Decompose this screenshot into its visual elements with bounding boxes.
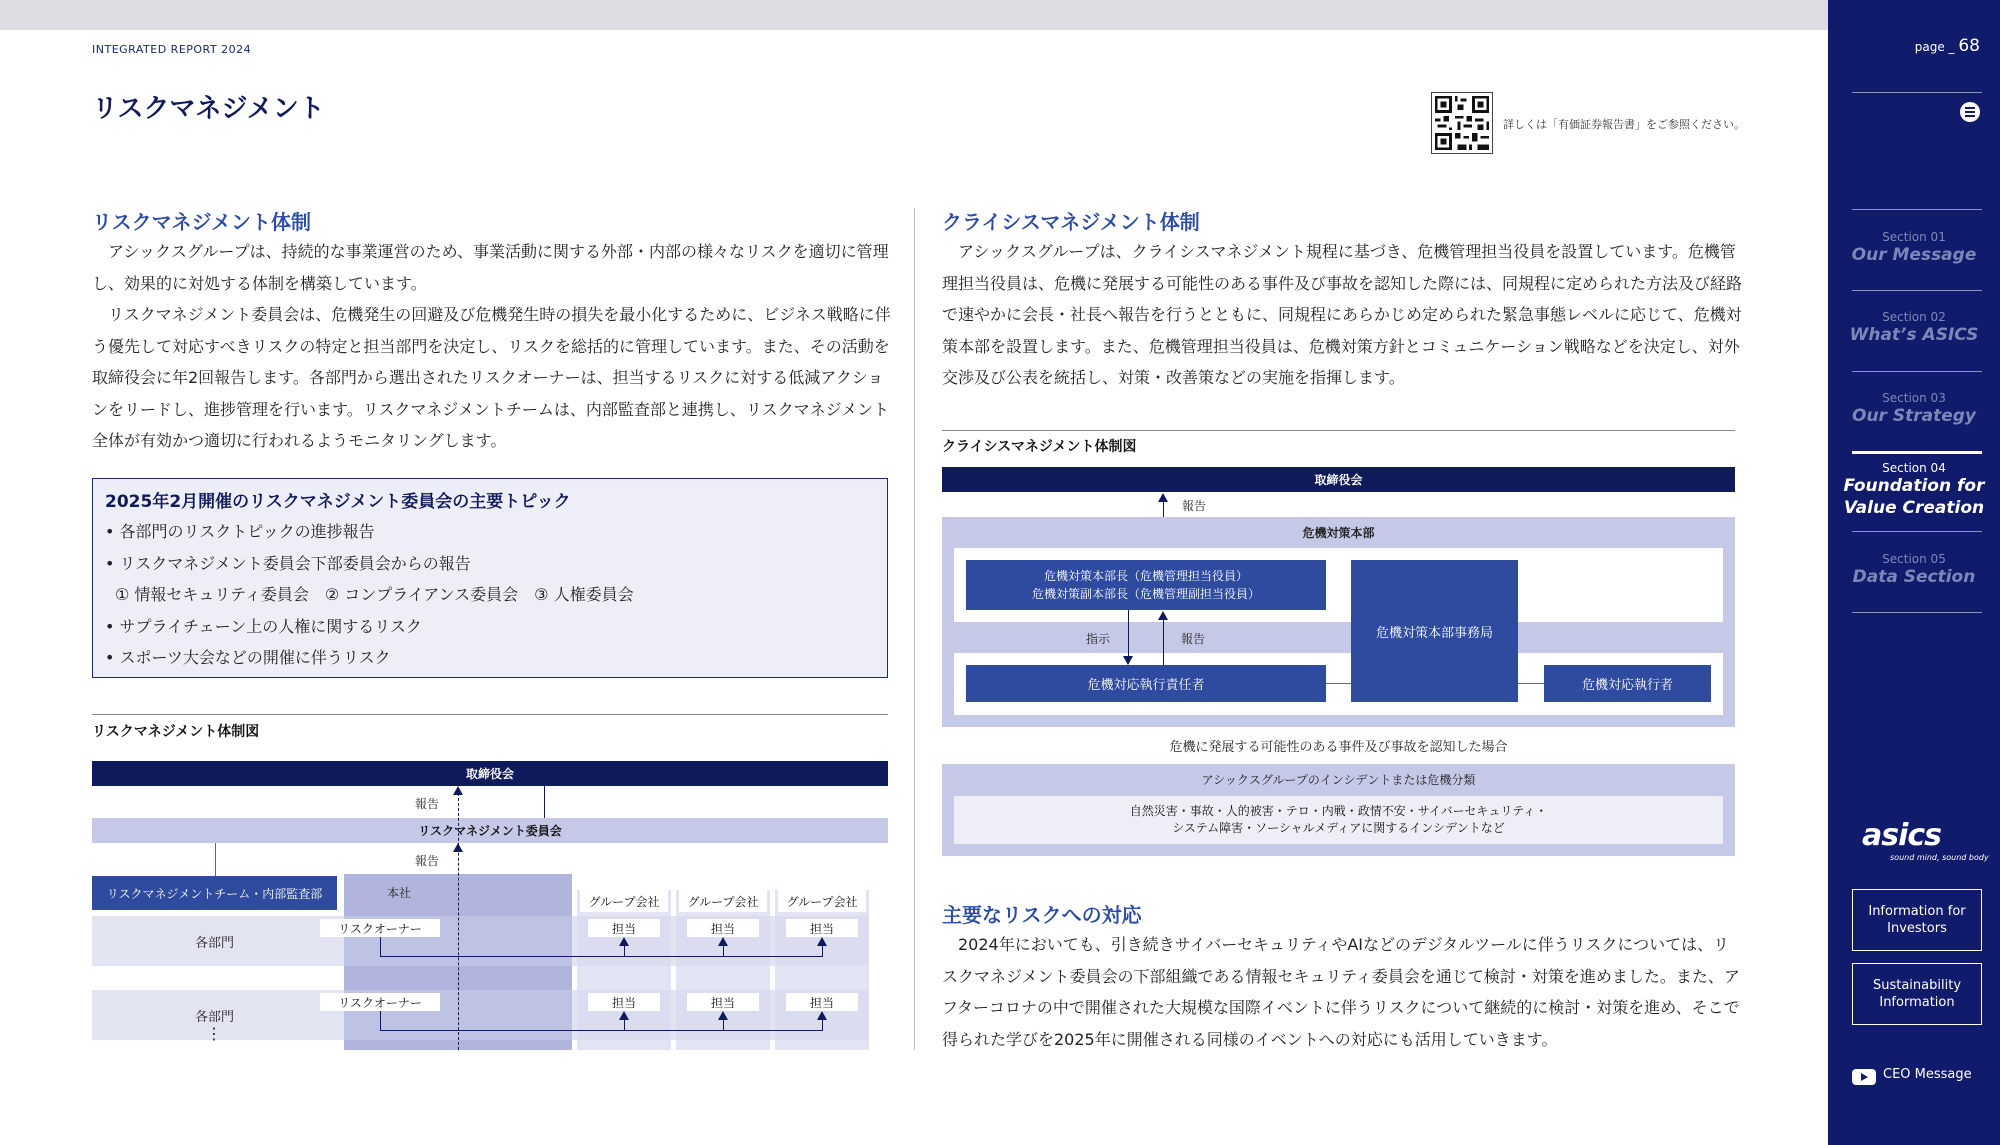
sidebar-section-05[interactable]	[1828, 552, 2000, 588]
crisis-office: 危機対策本部事務局	[1351, 560, 1518, 702]
diagram-group-2: グループ会社	[679, 890, 767, 912]
crisis-report: 報告	[1182, 499, 1207, 513]
section-number: Section 03	[1882, 391, 1946, 405]
arrow-up-icon	[1158, 493, 1168, 502]
arrow-up-icon	[619, 937, 629, 946]
topic-box	[92, 478, 888, 678]
diagram-line	[1518, 683, 1544, 684]
page-number	[1915, 36, 1980, 56]
diagram-line	[380, 956, 823, 957]
menu-icon[interactable]	[1960, 102, 1980, 122]
sidebar-section-04[interactable]	[1828, 461, 2000, 519]
crisis-instruct: 指示	[1086, 632, 1111, 646]
arrow-up-icon	[718, 937, 728, 946]
diagram-line	[380, 1011, 381, 1031]
topic-item: • 各部門のリスクトピックの進捗報告	[105, 522, 375, 541]
arrow-up-icon	[453, 843, 463, 852]
risk-para-2: リスクマネジメント委員会は、危機発生の回避及び危機発生時の損失を最小化するために、ビジネス戦略に伴う優先して対応すべきリスクの特定と担当部門を決定し、リスクを総括的に管理しています。また、その活動を取締役会に年2回報告します。各部門から選出されたリスクオーナーは、担当するリスクに対する低減アクションをリードし、進捗管理を行います。リスクマネジメントチームは、内部監査部と連携し、リスクマネジメント全体が有効かつ適切に行われるようモニタリングします。	[92, 305, 891, 450]
crisis-chief	[966, 560, 1326, 610]
major-risk-heading: 主要なリスクへの対応	[942, 903, 1142, 927]
crisis-trigger: 危機に発展する可能性のある事件及び事故を認知した場合	[1169, 739, 1508, 755]
diagram-tanto: 担当	[786, 919, 858, 937]
crisis-exec: 危機対応執行者	[1544, 665, 1711, 702]
page-prefix: page _	[1914, 40, 1955, 54]
sidebar-section-01[interactable]	[1828, 230, 2000, 266]
section-number: Section 05	[1882, 552, 1946, 566]
crisis-report-2: 報告	[1181, 632, 1206, 646]
diagram-tanto: 担当	[687, 919, 759, 937]
section-name: Data Section	[1852, 567, 1976, 587]
page-number-value: 68	[1958, 36, 1980, 56]
diagram-board: 取締役会	[92, 761, 888, 786]
diagram-dept-1: 各部門	[194, 935, 234, 951]
crisis-chief-line-2: 危機対策副本部長（危機管理副担当役員）	[1031, 587, 1260, 601]
sidebar-rule	[1852, 209, 1982, 210]
diagram-report-2: 報告	[415, 854, 440, 868]
sustainability-button[interactable]: Sustainability Information	[1852, 963, 1982, 1025]
arrow-up-icon	[453, 786, 463, 795]
page-title: リスクマネジメント	[92, 94, 325, 124]
arrow-up-icon	[817, 1011, 827, 1020]
diagram-committee: リスクマネジメント委員会	[92, 818, 888, 843]
crisis-diagram-title: クライシスマネジメント体制図	[942, 439, 1137, 455]
diagram-tanto: 担当	[588, 993, 660, 1011]
diagram-line	[380, 937, 381, 957]
diagram-line	[1163, 618, 1164, 665]
diagram-owner-1: リスクオーナー	[320, 919, 440, 937]
sidebar-section-03[interactable]	[1828, 391, 2000, 427]
diagram-owner-2: リスクオーナー	[320, 993, 440, 1011]
crisis-examples	[954, 796, 1723, 844]
column-separator	[914, 208, 915, 1050]
section-name: Our Message	[1851, 245, 1977, 265]
crisis-examples-line-2: システム障害・ソーシャルメディアに関するインシデントなど	[1172, 821, 1505, 835]
sidebar-rule	[1852, 290, 1982, 291]
arrow-down-icon	[1123, 656, 1133, 665]
play-video-icon[interactable]	[1852, 1069, 1876, 1085]
topic-item: • リスクマネジメント委員会下部委員会からの報告	[105, 553, 471, 573]
diagram-group-1: グループ会社	[580, 890, 668, 912]
major-risk-para: 2024年においても、引き続きサイバーセキュリティやAIなどのデジタルツールに伴うリスクについては、リスクマネジメント委員会の下部組織である情報セキュリティ委員会を通じて検討・対策を進めました。また、アフターコロナの中で開催された大規模な国際イベントに伴うリスクについて継続的に検討・対策を進め、そこで得られた学びを2025年に開催される同様のイベントへの対応にも活用していきます。	[942, 935, 1740, 1049]
arrow-up-icon	[1158, 611, 1168, 620]
crisis-hq-label: 危機対策本部	[1302, 525, 1375, 540]
topic-item: • サプライチェーン上の人権に関するリスク	[105, 616, 422, 636]
crisis-classify: アシックスグループのインシデントまたは危機分類	[1201, 772, 1476, 787]
section-number: Section 01	[1882, 230, 1946, 244]
risk-para-1: アシックスグループは、持続的な事業運営のため、事業活動に関する外部・内部の様々なリスクを適切に管理し、効果的に対処する体制を構築しています。	[92, 242, 889, 293]
diagram-team: リスクマネジメントチーム・内部監査部	[92, 876, 337, 910]
diagram-line	[380, 1030, 823, 1031]
active-section-indicator	[1852, 451, 1982, 454]
risk-management-heading: リスクマネジメント体制	[92, 210, 311, 234]
crisis-exec-lead: 危機対応執行責任者	[966, 665, 1326, 702]
qr-note: 詳しくは「有価証券報告書」をご参照ください。	[1503, 118, 1745, 131]
crisis-board: 取締役会	[942, 467, 1735, 492]
crisis-examples-line-1: 自然災害・事故・人的被害・テロ・内戦・政情不安・サイバーセキュリティ・	[1129, 804, 1548, 818]
qr-code-icon[interactable]	[1431, 92, 1493, 154]
diagram-dash-line	[458, 793, 459, 1050]
diagram-dots: ⋮	[206, 1024, 222, 1043]
sidebar-section-02[interactable]	[1828, 310, 2000, 346]
diagram-report-1: 報告	[415, 797, 440, 811]
asics-logo[interactable]: asics	[1862, 818, 1942, 853]
diagram-line	[544, 786, 545, 818]
divider	[942, 430, 1735, 431]
topic-item: ① 情報セキュリティ委員会 ② コンプライアンス委員会 ③ 人権委員会	[115, 585, 634, 604]
crisis-para: アシックスグループは、クライシスマネジメント規程に基づき、危機管理担当役員を設置しています。危機管理担当役員は、危機に発展する可能性のある事件及び事故を認知した際には、同規程に定められた方法及び経路で速やかに会長・社長へ報告を行うとともに、同規程にあらかじめ定められた緊急事態レベルに応じて、危機対策本部を設置します。また、危機管理担当役員は、危機対策方針とコミュニケーション戦略などを決定し、対外交渉及び公表を統括し、対策・改善策などの実施を指揮します。	[942, 242, 1743, 387]
section-name: Foundation for Value Creation	[1843, 476, 1985, 518]
ceo-message-link[interactable]: CEO Message	[1883, 1067, 1972, 1082]
sidebar-rule	[1852, 531, 1982, 532]
sidebar-rule	[1852, 612, 1982, 613]
arrow-up-icon	[817, 937, 827, 946]
diagram-tanto: 担当	[786, 993, 858, 1011]
investors-button[interactable]: Information for Investors	[1852, 889, 1982, 951]
asics-logo-tagline: sound mind, sound body	[1890, 853, 1989, 862]
crisis-chief-line-1: 危機対策本部長（危機管理担当役員）	[1043, 569, 1248, 583]
diagram-dept-2: 各部門	[194, 1009, 234, 1025]
arrow-up-icon	[619, 1011, 629, 1020]
crisis-management-heading: クライシスマネジメント体制	[942, 210, 1200, 234]
topic-item: • スポーツ大会などの開催に伴うリスク	[105, 648, 391, 667]
sidebar-rule	[1852, 371, 1982, 372]
diagram-tanto: 担当	[687, 993, 759, 1011]
divider	[92, 714, 888, 715]
arrow-up-icon	[718, 1011, 728, 1020]
section-name: Our Strategy	[1852, 406, 1976, 426]
section-number: Section 02	[1882, 310, 1946, 324]
sidebar-rule	[1852, 92, 1982, 93]
section-number: Section 04	[1882, 461, 1946, 475]
report-label: INTEGRATED REPORT 2024	[92, 43, 252, 56]
diagram-line	[1128, 610, 1129, 657]
diagram-tanto: 担当	[588, 919, 660, 937]
topic-box-title: 2025年2月開催のリスクマネジメント委員会の主要トピック	[105, 492, 571, 512]
diagram-line	[1326, 683, 1351, 684]
diagram-group-3: グループ会社	[778, 890, 866, 912]
diagram-hq: 本社	[386, 885, 411, 900]
risk-diagram-title: リスクマネジメント体制図	[92, 724, 260, 740]
section-name: What’s ASICS	[1849, 325, 1979, 345]
diagram-line	[215, 843, 216, 876]
top-bar	[0, 0, 1828, 30]
